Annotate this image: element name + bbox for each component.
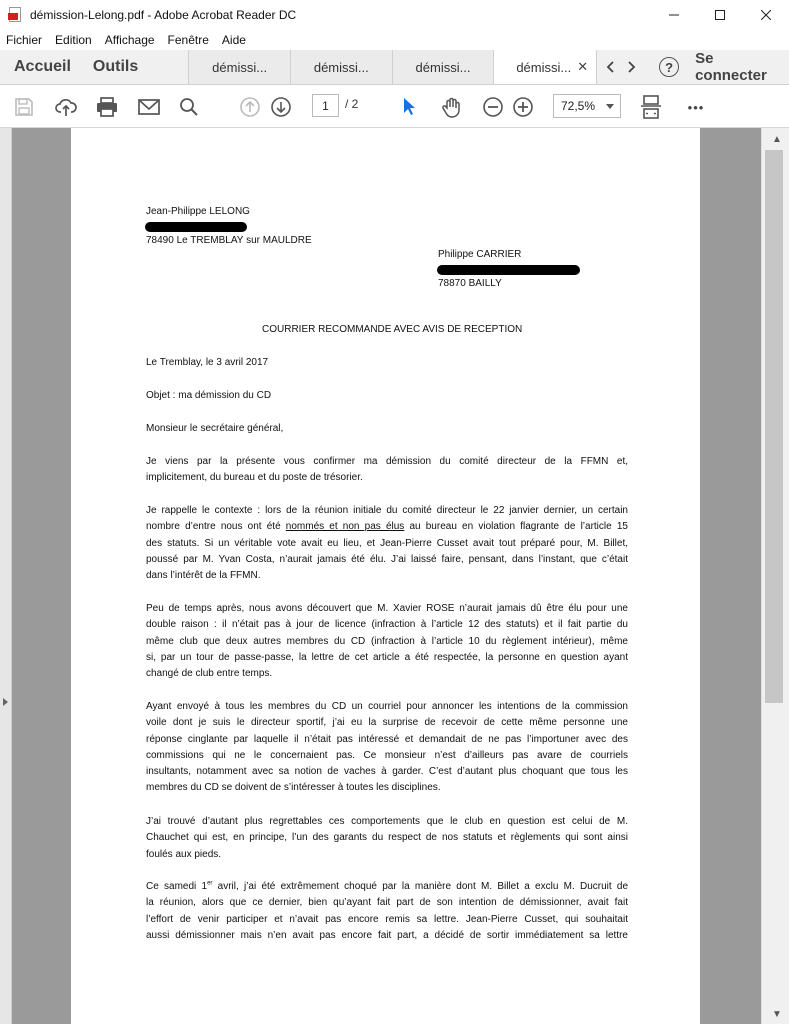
sender-name: Jean-Philippe LELONG: [146, 206, 250, 217]
letter-heading: COURRIER RECOMMANDE AVEC AVIS DE RECEPTION: [262, 324, 523, 335]
upload-cloud-icon[interactable]: [54, 95, 78, 119]
redaction-bar: [437, 265, 580, 275]
close-tab-icon[interactable]: ✕: [577, 59, 589, 74]
window-title: démission-Lelong.pdf - Adobe Acrobat Reader DC: [30, 8, 297, 22]
document-tab[interactable]: démissi...: [290, 50, 392, 84]
close-window-button[interactable]: [743, 0, 789, 30]
document-tab[interactable]: démissi...: [188, 50, 290, 84]
title-bar: [0, 0, 789, 30]
document-tab-active[interactable]: [493, 50, 597, 84]
sender-address: 78490 Le TREMBLAY sur MAULDRE: [146, 235, 312, 246]
scroll-up-icon[interactable]: ▲: [772, 134, 782, 145]
tab-bar: [0, 50, 789, 85]
print-icon[interactable]: [95, 95, 119, 119]
scroll-down-icon[interactable]: ▼: [772, 1009, 782, 1020]
paragraph: Ce samedi 1er avril, j’ai été extrêmement choqué par la manière dont M. Billet a exclu M. Ducruit de la réunion, alors que ce dernier, bien qu’ayant fait part de son intention de démissionner, avait fait l’effort de venir participer et n’avait pas encore remis sa lettre. Jean-Pierre Cusset, qui souhaitait aussi démissionner mais n’en avait pas encore fait part, a décidé de sortir immédiatement sa lettre: [146, 880, 629, 941]
paragraph: Peu de temps après, nous avons découvert que M. Xavier ROSE n’aurait jamais dû être élu pour une double raison : il n’était pas à jour de licence (infraction à l’article 12 des statuts) et il fait partie du même club que deux autres membres du CD (infraction à l’article 10 du règlement intérieur), même si, par un tour de passe-passe, la lettre de cet article a été respectée, la personne en question ayant changé de club entre temps.: [146, 603, 628, 680]
paragraph: Je viens par la présente vous confirmer ma démission du comité directeur de la FFMN et, implicitement, du bureau et du poste de trésorier.: [146, 456, 628, 484]
menu-fenetre[interactable]: Fenêtre: [167, 33, 209, 47]
more-options-icon[interactable]: •••: [687, 99, 705, 115]
next-page-icon[interactable]: [269, 95, 293, 119]
paragraph-line: nombre d’entre nous ont été nommés et non pas élus au bureau en violation flagrante de l’article 15: [146, 521, 628, 533]
letter-date: Le Tremblay, le 3 avril 2017: [146, 357, 269, 368]
tab-home[interactable]: Accueil: [14, 58, 71, 75]
email-icon[interactable]: [137, 95, 161, 119]
recipient-name: Philippe CARRIER: [438, 249, 522, 260]
page-count: / 2: [345, 97, 359, 111]
vertical-scrollbar[interactable]: [761, 128, 789, 1024]
paragraph: J’ai trouvé d’autant plus regrettables ces comportements que le club en question est celui de M. Chauchet qui est, en principe, l’un des garants du respect de nos statuts et règlements qui sont ainsi foulés aux pieds.: [146, 816, 628, 860]
left-panel-toggle[interactable]: [0, 128, 12, 1024]
pdf-file-icon: [8, 7, 22, 23]
document-tab[interactable]: démissi...: [392, 50, 494, 84]
chevron-left-icon[interactable]: [605, 60, 615, 74]
save-icon[interactable]: [12, 95, 36, 119]
help-icon: ?: [659, 57, 679, 77]
menu-affichage[interactable]: Affichage: [104, 33, 155, 47]
paragraph: Je rappelle le contexte : lors de la réunion initiale du comité directeur le 22 janvier dernier, un certain nombre d’entre nous ont été nommés et non pas élus au bureau en violation flagrante de l’article 15 des statuts. Si un véritable vote avait eu lieu, et Jean-Pierre Cusset avait tout préparé pour, M. Billet, poussé par M. Yvan Costa, n’aurait jamais été élu. J’ai laissé faire, pensant, dans l’instant, que c’était dans l’intérêt de la FFMN.: [146, 505, 628, 582]
previous-page-icon[interactable]: [238, 95, 262, 119]
scroll-thumb[interactable]: [765, 150, 783, 703]
tab-scroll-arrows: [597, 50, 645, 84]
toolbar: [0, 86, 789, 128]
menu-edition[interactable]: Edition: [55, 33, 92, 47]
hand-tool-icon[interactable]: [440, 95, 464, 119]
maximize-button[interactable]: [697, 0, 743, 30]
search-icon[interactable]: [177, 95, 201, 119]
recipient-address: 78870 BAILLY: [438, 278, 502, 289]
letter-subject: Objet : ma démission du CD: [146, 390, 272, 401]
expand-panel-icon: [3, 698, 8, 706]
document-tab-label: démissi...: [516, 59, 572, 75]
chevron-right-icon[interactable]: [627, 60, 637, 74]
menu-aide[interactable]: Aide: [221, 33, 246, 47]
zoom-select[interactable]: [553, 94, 621, 118]
maximize-icon: [715, 10, 725, 20]
tab-tools[interactable]: Outils: [92, 58, 139, 75]
menu-bar: [0, 30, 789, 50]
letter-salutation: Monsieur le secrétaire général,: [146, 423, 284, 434]
minimize-icon: [669, 10, 679, 20]
sign-in-button[interactable]: Se connecter: [695, 50, 767, 84]
zoom-out-icon[interactable]: [481, 95, 505, 119]
help-button[interactable]: [659, 50, 679, 84]
fit-page-icon[interactable]: [639, 95, 663, 119]
paragraph-line: Ce samedi 1er avril, j’ai été extrêmement choqué par la manière dont M. Billet a exclu M. Ducruit de: [146, 880, 629, 892]
menu-fichier[interactable]: Fichier: [6, 33, 43, 47]
zoom-value: 72,5%: [561, 99, 596, 113]
select-cursor-icon[interactable]: [397, 95, 421, 119]
chevron-down-icon: [606, 104, 614, 109]
page-number-input[interactable]: 1: [312, 94, 339, 117]
zoom-in-icon[interactable]: [511, 95, 535, 119]
close-icon: [761, 10, 771, 20]
paragraph: Ayant envoyé à tous les membres du CD un courriel pour annoncer les intentions de la commission voile dont je suis le directeur sportif, j’ai eu la surprise de recevoir de cette même personne une réponse cinglante par laquelle il n’était pas intéressé et demandait de ne pas l’importuner avec des commissions qui ne le concernaient pas. Ce monsieur n’est d’ailleurs pas avare de courriels insultants, notamment avec sa notion de vaches à garder. C’est d’autant plus choquant que tous les membres du CD se doivent de s’intéresser à toutes les disciplines.: [146, 701, 628, 794]
minimize-button[interactable]: [651, 0, 697, 30]
redaction-bar: [145, 222, 247, 232]
